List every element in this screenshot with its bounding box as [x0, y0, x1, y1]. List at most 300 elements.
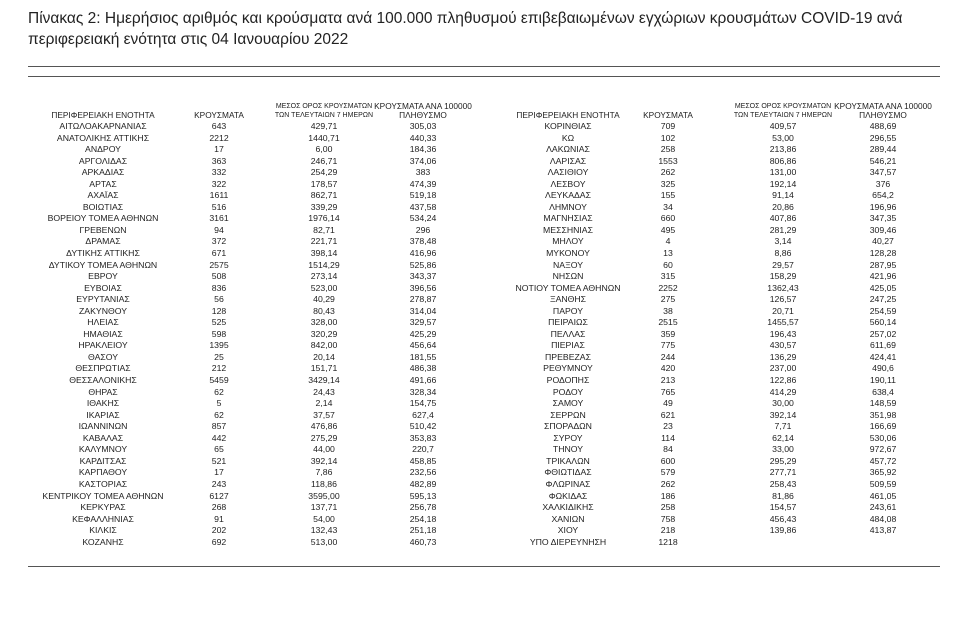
cell-per100k-right: 424,41 [869, 351, 897, 362]
cell-per100k-right: 611,69 [870, 340, 896, 351]
cell-per100k-left: 329,57 [409, 317, 437, 328]
cell-region-left: ΙΚΑΡΙΑΣ [86, 409, 120, 420]
cell-per100k-left: 220,7 [412, 444, 434, 455]
cell-region-left: ΑΙΤΩΛΟΑΚΑΡΝΑΝΙΑΣ [59, 121, 147, 131]
cell-per100k-left: 458,85 [409, 455, 437, 466]
cell-avg7-right: 1362,43 [767, 282, 799, 293]
table-row [28, 421, 940, 433]
cell-per100k-right: 421,96 [869, 271, 897, 282]
table-body [28, 121, 940, 548]
cell-per100k-right: 457,72 [869, 455, 897, 466]
cell-region-left: ΖΑΚΥΝΘΟΥ [79, 305, 127, 316]
cell-region-left: ΙΘΑΚΗΣ [86, 398, 120, 409]
cell-avg7-right: 196,43 [769, 328, 797, 339]
cell-region-left: ΕΒΡΟΥ [88, 271, 118, 282]
cell-avg7-right: 29,57 [772, 259, 794, 270]
cell-cases-right: 775 [660, 340, 676, 351]
cell-per100k-right: 287,95 [869, 259, 897, 270]
cell-cases-left: 94 [214, 224, 224, 235]
cell-cases-right: 495 [660, 224, 676, 235]
cell-avg7-right: 139,86 [769, 525, 797, 536]
cell-avg7-right: 258,43 [769, 478, 797, 489]
cell-per100k-right: 461,05 [869, 490, 897, 501]
cell-per100k-left: 437,58 [409, 201, 437, 212]
cell-region-left: ΕΥΒΟΙΑΣ [84, 282, 122, 293]
cell-cases-left: 17 [214, 467, 224, 478]
cell-cases-left: 65 [214, 444, 224, 455]
table-row [28, 525, 940, 537]
cell-avg7-left: 178,57 [310, 178, 338, 189]
cell-per100k-left: 491,66 [409, 375, 437, 386]
cell-region-left: ΗΜΑΘΙΑΣ [83, 328, 123, 339]
cell-avg7-right: 414,29 [769, 386, 797, 397]
cell-region-left: ΚΑΒΑΛΑΣ [82, 432, 124, 443]
cell-avg7-right: 81,86 [772, 490, 794, 501]
table-row [28, 248, 940, 260]
cell-per100k-right: 484,08 [869, 513, 897, 524]
table-row [28, 387, 940, 399]
cell-cases-right: 258 [660, 144, 676, 155]
table-row [28, 225, 940, 237]
cell-cases-left: 671 [211, 248, 227, 259]
cell-cases-right: 275 [660, 294, 676, 305]
cell-region-left: ΒΟΡΕΙΟΥ ΤΟΜΕΑ ΑΘΗΝΩΝ [47, 213, 159, 224]
cell-cases-right: 60 [663, 259, 673, 270]
cell-region-right: ΜΗΛΟΥ [552, 236, 584, 247]
cell-avg7-right: 295,29 [769, 455, 797, 466]
cell-per100k-right: 560,14 [869, 317, 897, 328]
cell-per100k-right: 347,57 [869, 167, 897, 178]
top-divider-2 [28, 76, 940, 77]
cell-avg7-left: 273,14 [310, 271, 338, 282]
cell-region-right: ΣΥΡΟΥ [553, 432, 583, 443]
cell-region-left: ΕΥΡΥΤΑΝΙΑΣ [76, 294, 130, 305]
table-row [28, 133, 940, 145]
cell-region-right: ΡΟΔΟΠΗΣ [546, 375, 590, 386]
cell-per100k-left: 425,29 [409, 328, 437, 339]
table-row [28, 317, 940, 329]
table-row [28, 156, 940, 168]
table-row [28, 306, 940, 318]
cell-avg7-right: 237,00 [769, 363, 797, 374]
cell-avg7-right: 1455,57 [767, 317, 799, 328]
cell-cases-right: 325 [660, 178, 676, 189]
cell-avg7-left: 132,43 [310, 525, 338, 536]
cell-region-right: ΤΡΙΚΑΛΩΝ [546, 455, 590, 466]
cell-region-left: ΑΡΤΑΣ [89, 178, 117, 189]
cell-cases-left: 202 [211, 525, 227, 536]
cell-avg7-left: 6,00 [315, 144, 333, 155]
cell-region-right: ΛΑΚΩΝΙΑΣ [546, 144, 590, 155]
cell-cases-right: 258 [660, 502, 676, 513]
cell-region-left: ΙΩΑΝΝΙΝΩΝ [78, 421, 128, 432]
cell-avg7-left: 429,71 [310, 121, 338, 131]
header-avg-right-line1: ΜΕΣΟΣ ΟΡΟΣ ΚΡΟΥΣΜΑΤΩΝ [734, 103, 832, 110]
cell-cases-left: 332 [211, 167, 227, 178]
cell-avg7-right: 30,00 [772, 398, 794, 409]
cell-region-right: ΜΥΚΟΝΟΥ [546, 248, 590, 259]
cell-avg7-right: 131,00 [769, 167, 797, 178]
cell-region-right: ΦΛΩΡΙΝΑΣ [545, 478, 591, 489]
cell-per100k-left: 296 [415, 224, 431, 235]
cell-cases-right: 579 [660, 467, 676, 478]
cell-cases-right: 4 [665, 236, 671, 247]
cell-avg7-left: 339,29 [310, 201, 338, 212]
cell-per100k-left: 353,83 [409, 432, 437, 443]
cell-region-left: ΒΟΙΩΤΙΑΣ [82, 201, 124, 212]
table-row [28, 502, 940, 514]
cell-per100k-right: 247,25 [869, 294, 897, 305]
cell-per100k-right: 254,59 [869, 305, 897, 316]
cell-region-right: ΣΑΜΟΥ [552, 398, 584, 409]
table-row [28, 456, 940, 468]
cell-per100k-right: 546,21 [869, 155, 897, 166]
cell-region-left: ΑΝΔΡΟΥ [85, 144, 121, 155]
table-row [28, 375, 940, 387]
cell-per100k-right: 40,27 [872, 236, 894, 247]
cell-avg7-right: 3,14 [774, 236, 792, 247]
cell-cases-right: 660 [660, 213, 676, 224]
cell-avg7-left: 20,14 [313, 351, 335, 362]
cell-cases-right: 262 [660, 478, 676, 489]
cell-per100k-left: 314,04 [409, 305, 437, 316]
cell-per100k-right: 425,05 [869, 282, 897, 293]
cell-region-right: ΛΑΣΙΘΙΟΥ [547, 167, 589, 178]
cell-region-right: ΝΟΤΙΟΥ ΤΟΜΕΑ ΑΘΗΝΩΝ [515, 282, 621, 293]
cell-cases-left: 128 [211, 305, 227, 316]
cell-avg7-left: 3595,00 [308, 490, 340, 501]
cell-cases-left: 363 [211, 155, 227, 166]
table-row [28, 121, 940, 133]
cell-cases-left: 5459 [209, 375, 229, 386]
cell-region-right: ΠΙΕΡΙΑΣ [551, 340, 585, 351]
cell-per100k-left: 510,42 [409, 421, 437, 432]
cell-per100k-right: 296,55 [869, 132, 897, 143]
cell-region-right: ΥΠΟ ΔΙΕΡΕΥΝΗΣΗ [529, 536, 607, 547]
cell-per100k-left: 460,73 [409, 536, 437, 547]
cell-per100k-left: 254,18 [409, 513, 437, 524]
cell-region-right: ΤΗΝΟΥ [552, 444, 584, 455]
cell-region-right: ΜΑΓΝΗΣΙΑΣ [543, 213, 593, 224]
cell-region-right: ΦΘΙΩΤΙΔΑΣ [544, 467, 592, 478]
cell-avg7-right: 409,57 [769, 121, 797, 131]
cell-region-left: ΑΡΚΑΔΙΑΣ [81, 167, 125, 178]
cell-cases-right: 1218 [658, 536, 678, 547]
header-per100k-left-line1: ΚΡΟΥΣΜΑΤΑ ΑΝΑ 100000 [374, 101, 472, 111]
cell-per100k-left: 474,39 [409, 178, 437, 189]
cell-avg7-right: 158,29 [769, 271, 797, 282]
cell-per100k-left: 627,4 [412, 409, 434, 420]
cell-cases-left: 268 [211, 502, 227, 513]
header-per100k-right [823, 102, 943, 120]
cell-region-left: ΚΟΖΑΝΗΣ [82, 536, 124, 547]
cell-per100k-left: 232,56 [409, 467, 437, 478]
cell-avg7-left: 137,71 [310, 502, 338, 513]
cell-avg7-left: 24,43 [313, 386, 335, 397]
document-title: Πίνακας 2: Ημερήσιος αριθμός και κρούσματα ανά 100.000 πληθυσμού επιβεβαιωμένων εγχώριων κρουσμάτων COVID-19 ανά περιφερειακή ενότητα στις 04 Ιανουαρίου 2022 [28, 10, 903, 48]
cell-per100k-left: 305,03 [409, 121, 437, 131]
cell-cases-left: 91 [214, 513, 224, 524]
cell-region-right: ΠΑΡΟΥ [552, 305, 584, 316]
cell-region-right: ΛΕΣΒΟΥ [550, 178, 586, 189]
cell-per100k-right: 289,44 [869, 144, 897, 155]
cell-region-right: ΞΑΝΘΗΣ [549, 294, 587, 305]
cell-cases-right: 155 [660, 190, 676, 201]
cell-per100k-right: 243,61 [869, 502, 897, 513]
bottom-divider [28, 566, 940, 567]
cell-region-right: ΜΕΣΣΗΝΙΑΣ [543, 224, 593, 235]
cell-cases-right: 262 [660, 167, 676, 178]
cell-region-left: ΑΝΑΤΟΛΙΚΗΣ ΑΤΤΙΚΗΣ [56, 132, 150, 143]
cell-cases-right: 49 [663, 398, 673, 409]
cell-region-right: ΛΗΜΝΟΥ [549, 201, 587, 212]
header-avg-left-line2: ΤΩΝ ΤΕΛΕΥΤΑΙΩΝ 7 ΗΜΕΡΩΝ [274, 112, 374, 119]
cell-region-right: ΧΑΝΙΩΝ [551, 513, 585, 524]
cell-region-left: ΚΑΛΥΜΝΟΥ [78, 444, 128, 455]
header-cases-right: ΚΡΟΥΣΜΑΤΑ [643, 110, 693, 120]
cell-avg7-left: 1976,14 [308, 213, 340, 224]
table-header [28, 98, 940, 121]
cell-per100k-right: 376 [875, 178, 891, 189]
cell-cases-right: 2515 [658, 317, 678, 328]
cell-region-left: ΑΡΓΟΛΙΔΑΣ [78, 155, 128, 166]
cell-cases-right: 359 [660, 328, 676, 339]
cell-cases-right: 765 [660, 386, 676, 397]
cell-avg7-right: 7,71 [774, 421, 792, 432]
cell-cases-right: 34 [663, 201, 673, 212]
cell-avg7-left: 1440,71 [308, 132, 340, 143]
cell-cases-left: 857 [211, 421, 227, 432]
cell-cases-left: 243 [211, 478, 227, 489]
cell-avg7-left: 118,86 [311, 478, 337, 489]
cell-region-right: ΣΠΟΡΑΔΩΝ [544, 421, 592, 432]
cell-avg7-right: 33,00 [772, 444, 794, 455]
cell-per100k-right: 654,2 [872, 190, 894, 201]
cell-per100k-right: 530,06 [869, 432, 897, 443]
cell-region-left: ΑΧΑΪΑΣ [87, 190, 119, 201]
table-row [28, 329, 940, 341]
cell-avg7-right: 430,57 [769, 340, 797, 351]
table-row [28, 410, 940, 422]
table-row [28, 294, 940, 306]
cell-per100k-left: 525,86 [409, 259, 437, 270]
cell-cases-right: 2252 [658, 282, 678, 293]
cell-avg7-right: 192,14 [769, 178, 797, 189]
table-row [28, 352, 940, 364]
cell-cases-left: 1611 [209, 190, 229, 201]
header-region-right: ΠΕΡΙΦΕΡΕΙΑΚΗ ΕΝΟΤΗΤΑ [516, 110, 620, 120]
cell-avg7-right: 8,86 [774, 248, 792, 259]
cell-region-left: ΚΕΦΑΛΛΗΝΙΑΣ [72, 513, 134, 524]
cell-avg7-right: 20,86 [772, 201, 794, 212]
table-row [28, 537, 940, 549]
top-divider-1 [28, 66, 940, 67]
cell-avg7-left: 246,71 [310, 155, 338, 166]
table-row [28, 283, 940, 295]
cell-avg7-left: 37,57 [313, 409, 335, 420]
cell-region-left: ΗΡΑΚΛΕΙΟΥ [78, 340, 128, 351]
cell-cases-left: 17 [214, 144, 224, 155]
cell-cases-left: 521 [211, 455, 227, 466]
cell-cases-left: 62 [214, 386, 224, 397]
cell-cases-left: 643 [211, 121, 227, 131]
cell-per100k-right: 196,96 [869, 201, 897, 212]
cell-region-right: ΣΕΡΡΩΝ [550, 409, 586, 420]
cell-per100k-left: 534,24 [409, 213, 437, 224]
cell-cases-left: 836 [211, 282, 227, 293]
cell-avg7-left: 254,29 [310, 167, 338, 178]
cell-cases-left: 25 [214, 351, 224, 362]
cell-avg7-left: 1514,29 [308, 259, 340, 270]
header-per100k-right-line1: ΚΡΟΥΣΜΑΤΑ ΑΝΑ 100000 [834, 101, 932, 111]
cell-avg7-right: 53,00 [772, 132, 794, 143]
table-row [28, 236, 940, 248]
cell-region-left: ΘΗΡΑΣ [88, 386, 118, 397]
cell-per100k-right: 972,67 [869, 444, 897, 455]
cell-per100k-left: 256,78 [409, 502, 437, 513]
table-row [28, 363, 940, 375]
cell-cases-left: 525 [211, 317, 227, 328]
cell-avg7-left: 82,71 [313, 224, 335, 235]
cell-region-left: ΔΥΤΙΚΟΥ ΤΟΜΕΑ ΑΘΗΝΩΝ [48, 259, 158, 270]
cell-per100k-left: 383 [415, 167, 431, 178]
cell-avg7-right: 806,86 [769, 155, 797, 166]
table-row [28, 167, 940, 179]
cell-cases-right: 1553 [658, 155, 678, 166]
cell-per100k-right: 128,28 [869, 248, 897, 259]
cell-cases-left: 3161 [209, 213, 229, 224]
cell-region-right: ΧΑΛΚΙΔΙΚΗΣ [542, 502, 594, 513]
cell-avg7-left: 80,43 [313, 305, 335, 316]
cell-region-right: ΡΕΘΥΜΝΟΥ [543, 363, 593, 374]
table-row [28, 271, 940, 283]
cell-region-left: ΚΑΡΠΑΘΟΥ [78, 467, 128, 478]
cell-per100k-left: 184,36 [409, 144, 437, 155]
cell-cases-right: 600 [660, 455, 676, 466]
table-row [28, 260, 940, 272]
cell-per100k-right: 365,92 [869, 467, 897, 478]
cell-avg7-left: 862,71 [310, 190, 338, 201]
cell-avg7-left: 2,14 [315, 398, 333, 409]
cell-region-right: ΠΕΛΛΑΣ [550, 328, 586, 339]
cell-per100k-left: 251,18 [409, 525, 437, 536]
cell-per100k-left: 343,37 [409, 271, 437, 282]
cell-per100k-left: 278,87 [409, 294, 437, 305]
cell-avg7-left: 221,71 [310, 236, 338, 247]
table-row [28, 213, 940, 225]
table-row [28, 444, 940, 456]
covid-cases-table [28, 98, 940, 548]
cell-avg7-right: 277,71 [769, 467, 797, 478]
cell-region-left: ΓΡΕΒΕΝΩΝ [79, 224, 127, 235]
cell-per100k-left: 416,96 [409, 248, 437, 259]
cell-avg7-right: 136,29 [769, 351, 797, 362]
cell-per100k-left: 374,06 [409, 155, 437, 166]
cell-avg7-left: 7,86 [315, 467, 333, 478]
cell-per100k-left: 154,75 [409, 398, 437, 409]
cell-per100k-right: 351,98 [869, 409, 897, 420]
cell-region-left: ΚΕΝΤΡΙΚΟΥ ΤΟΜΕΑ ΑΘΗΝΩΝ [42, 490, 164, 501]
cell-avg7-left: 476,86 [310, 421, 338, 432]
cell-avg7-left: 151,71 [310, 363, 338, 374]
cell-avg7-right: 392,14 [769, 409, 797, 420]
cell-cases-left: 62 [214, 409, 224, 420]
cell-per100k-left: 328,34 [409, 386, 437, 397]
cell-region-right: ΦΩΚΙΔΑΣ [548, 490, 588, 501]
cell-region-right: ΚΩ [561, 132, 575, 143]
table-row [28, 179, 940, 191]
cell-per100k-right: 638,4 [872, 386, 894, 397]
header-per100k-left [368, 102, 478, 120]
cell-per100k-left: 378,48 [409, 236, 437, 247]
cell-region-right: ΠΕΙΡΑΙΩΣ [548, 317, 588, 328]
cell-region-right: ΧΙΟΥ [557, 525, 579, 536]
cell-per100k-left: 181,55 [409, 351, 437, 362]
cell-cases-left: 442 [211, 432, 227, 443]
cell-region-right: ΛΕΥΚΑΔΑΣ [545, 190, 591, 201]
cell-avg7-left: 275,29 [310, 432, 338, 443]
cell-cases-right: 244 [660, 351, 676, 362]
cell-per100k-left: 440,33 [409, 132, 437, 143]
table-row [28, 202, 940, 214]
cell-per100k-left: 595,13 [409, 490, 437, 501]
cell-cases-right: 621 [660, 409, 676, 420]
cell-region-left: ΘΕΣΠΡΩΤΙΑΣ [75, 363, 131, 374]
cell-cases-left: 6127 [209, 490, 229, 501]
cell-avg7-right: 126,57 [769, 294, 797, 305]
cell-cases-left: 212 [211, 363, 227, 374]
cell-avg7-left: 842,00 [310, 340, 338, 351]
cell-avg7-right: 122,86 [769, 375, 797, 386]
cell-per100k-left: 456,64 [409, 340, 437, 351]
cell-cases-right: 23 [663, 421, 673, 432]
cell-avg7-right: 456,43 [769, 513, 797, 524]
cell-avg7-left: 398,14 [310, 248, 338, 259]
cell-cases-left: 516 [211, 201, 227, 212]
cell-cases-left: 692 [211, 536, 227, 547]
cell-region-left: ΚΙΛΚΙΣ [89, 525, 117, 536]
cell-avg7-right: 213,86 [769, 144, 797, 155]
cell-per100k-right: 488,69 [869, 121, 897, 131]
cell-avg7-right: 91,14 [772, 190, 794, 201]
cell-cases-right: 84 [663, 444, 673, 455]
cell-region-right: ΝΑΞΟΥ [553, 259, 583, 270]
cell-per100k-left: 482,89 [409, 478, 437, 489]
cell-region-right: ΝΗΣΩΝ [552, 271, 584, 282]
cell-avg7-left: 54,00 [313, 513, 335, 524]
cell-region-left: ΘΑΣΟΥ [87, 351, 119, 362]
cell-avg7-left: 513,00 [310, 536, 338, 547]
cell-avg7-left: 320,29 [310, 328, 338, 339]
table-row [28, 340, 940, 352]
table-row [28, 190, 940, 202]
cell-cases-right: 709 [660, 121, 676, 131]
cell-region-left: ΚΑΡΔΙΤΣΑΣ [79, 455, 127, 466]
cell-region-left: ΚΕΡΚΥΡΑΣ [80, 502, 126, 513]
table-row [28, 433, 940, 445]
cell-cases-right: 218 [660, 525, 676, 536]
cell-cases-right: 13 [663, 248, 673, 259]
cell-avg7-left: 523,00 [310, 282, 338, 293]
cell-cases-left: 5 [216, 398, 222, 409]
header-avg-right-line2: ΤΩΝ ΤΕΛΕΥΤΑΙΩΝ 7 ΗΜΕΡΩΝ [733, 112, 833, 119]
cell-per100k-right: 166,69 [869, 421, 897, 432]
cell-avg7-right: 154,57 [769, 502, 797, 513]
cell-cases-right: 186 [660, 490, 676, 501]
cell-region-right: ΛΑΡΙΣΑΣ [549, 155, 587, 166]
cell-cases-right: 114 [661, 432, 675, 443]
cell-cases-left: 372 [211, 236, 227, 247]
